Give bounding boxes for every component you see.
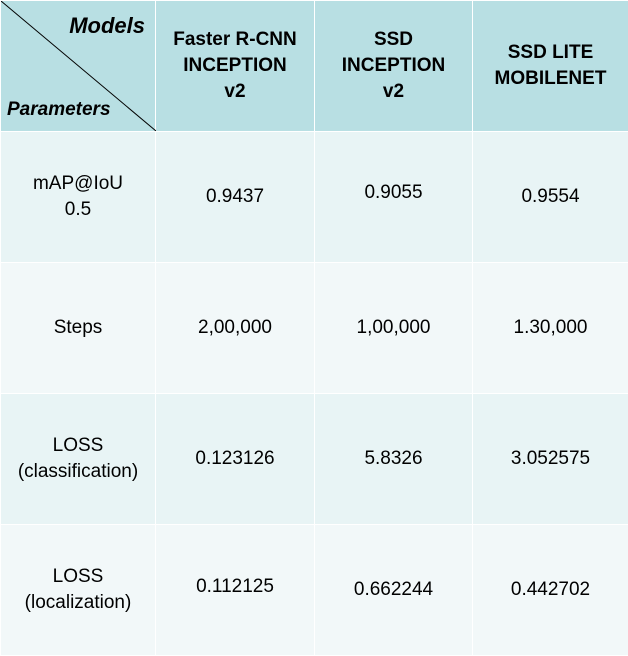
table-row-map xyxy=(1,132,628,263)
parameter-label: LOSS xyxy=(1,564,155,590)
model-header-ssd-inception xyxy=(315,1,473,132)
parameters-axis-label: Parameters xyxy=(7,97,111,123)
model-name-line: Faster R-CNN xyxy=(156,27,314,53)
parameter-cell xyxy=(1,263,156,394)
parameter-cell xyxy=(1,132,156,263)
value-cell: 3.052575 xyxy=(473,394,628,525)
parameter-label: mAP@IoU xyxy=(1,171,155,197)
model-name-line: v2 xyxy=(156,79,314,105)
model-name-line: SSD xyxy=(315,27,472,53)
value-cell: 5.8326 xyxy=(315,394,473,525)
value-cell: 1.30,000 xyxy=(473,263,628,394)
model-name-line: v2 xyxy=(315,79,472,105)
model-header-ssd-lite-mobilenet xyxy=(473,1,628,132)
value-cell: 1,00,000 xyxy=(315,263,473,394)
value-cell: 0.112125 xyxy=(156,525,315,656)
model-name-line: INCEPTION xyxy=(315,53,472,79)
parameter-sublabel: (localization) xyxy=(1,590,155,616)
value-cell: 2,00,000 xyxy=(156,263,315,394)
value-cell: 0.442702 xyxy=(473,525,628,656)
parameter-label: LOSS xyxy=(1,433,155,459)
header-row xyxy=(1,1,628,132)
models-axis-label: Models xyxy=(69,13,145,39)
table-row-loss-localization xyxy=(1,525,628,656)
parameter-sublabel: (classification) xyxy=(1,459,155,485)
parameter-cell xyxy=(1,394,156,525)
value-cell: 0.9554 xyxy=(473,132,628,263)
model-header-faster-rcnn xyxy=(156,1,315,132)
table-row-loss-classification xyxy=(1,394,628,525)
value-cell: 0.123126 xyxy=(156,394,315,525)
parameter-sublabel: 0.5 xyxy=(1,197,155,223)
table-row-steps xyxy=(1,263,628,394)
value-cell: 0.9055 xyxy=(315,132,473,263)
parameter-cell xyxy=(1,525,156,656)
corner-header-cell xyxy=(1,1,156,132)
value-cell: 0.9437 xyxy=(156,132,315,263)
model-name-line: INCEPTION xyxy=(156,53,314,79)
value-cell: 0.662244 xyxy=(315,525,473,656)
model-name-line: MOBILENET xyxy=(473,66,628,92)
model-name-line: SSD LITE xyxy=(473,40,628,66)
parameter-label: Steps xyxy=(1,315,155,341)
